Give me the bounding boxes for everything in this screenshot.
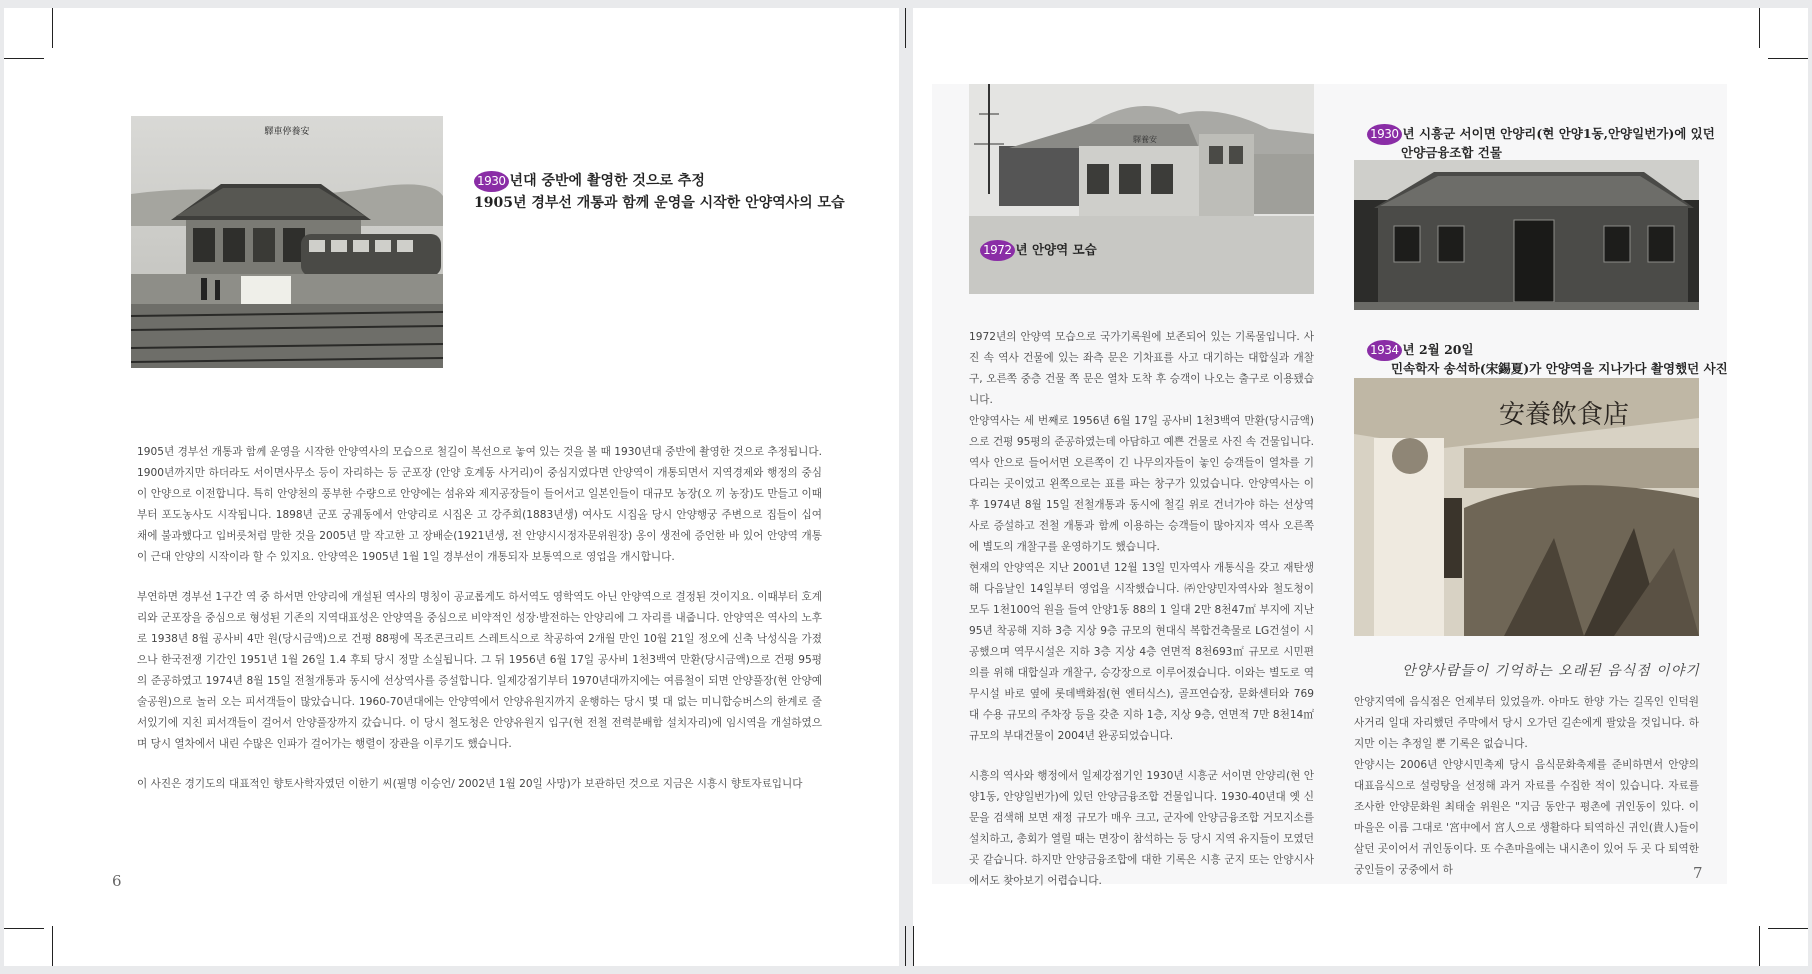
- caption-line-2: 안양금융조합 건물: [1401, 145, 1502, 160]
- page-number: 7: [1693, 864, 1703, 882]
- restaurant-sign-text: 安養飲食店: [1498, 400, 1630, 430]
- crop-mark: [1768, 928, 1808, 929]
- paragraph: 1905년 경부선 개통과 함께 운영을 시작한 안양역사의 모습으로 철길이 복선으로 놓여 있는 것을 볼 때 1930년대 중반에 촬영한 것으로 추정됩니다. 1900년까지만 하더라도 서이면사무소 등이 자리하는 등 군포장 (안양 호계동 사거리)이 중심지였다면 안양역이 개통되면서 지역경제와 행정의 중심이 안양으로 이전합니다. 특히 안양천의 풍부한 수량으로 안양에는 섬유와 제지공장들이 들어서고 일본인들이 대규모 농장(오 끼 농장)도 만들고 이때부터 포도농사도 시작됩니다. 1898년 군포 궁궤동에서 안양리로 시집온 고 강주희(1883년생) 여사도 시집올 당시 안양행궁 주변으로 집들이 십여 채에 불과했다고 입버릇처럼 말한 것을 2005년 말 작고한 고 장배순(1921년생, 전 안양시시정자문위원장) 옹이 생전에 증언한 바 있어 안양역 개통이 근대 안양의 시작이라 할 수 있지요. 안양역은 1905년 1월 1일 경부선이 개통되자 보통역으로 영업을 개시합니다.: [137, 446, 822, 563]
- caption-line-1: 년대 중반에 촬영한 것으로 추정: [509, 173, 705, 189]
- photo1-caption: [980, 240, 1097, 261]
- paragraph: 시흥의 역사와 행정에서 일제강점기인 1930년 시흥군 서이면 안양리(현 안양1동, 안양일번가)에 있던 안양금융조합 건물입니다. 1930-40년대 옛 신문을 검색해 보면 재정 규모가 매우 크고, 군자에 안양금융조합 거모지소를 설치하고, 총회가 열릴 때는 면장이 참석하는 등 당시 지역 유지들이 모였던 곳 같습니다. 하지만 안양금융조합에 대한 기록은 시흥 군지 또는 안양시사에서도 찾아보기 어렵습니다.: [969, 770, 1314, 887]
- crop-mark: [1759, 8, 1760, 48]
- crop-mark: [1768, 58, 1808, 59]
- crop-mark: [52, 926, 53, 966]
- right-col1-text: [969, 327, 1314, 911]
- paragraph: 현재의 안양역은 지난 2001년 12월 13일 민자역사 개통식을 갖고 재탄생해 다음날인 14일부터 영업을 시작했습니다. ㈜안양민자역사와 철도청이 모두 1천100억 원을 들여 안양1동 88의 1 일대 2만 8천47㎡ 부지에 지난 95년 착공해 지하 3층 지상 9층 규모의 현대식 복합건축물로 LG건설이 시공했으며 역무시설은 지하 3층 지상 4층 연면적 8천693㎡ 규모로 시민편의를 위해 대합실과 개찰구, 승강장으로 이루어졌습니다. 이와는 별도로 역무시설 바로 옆에 롯데백화점(현 엔터식스), 골프연습장, 문화센터와 769대 수용 규모의 주차장 등을 갖춘 지하 1층, 지상 9층, 연면적 7만 8천14㎡ 규모의 부대건물이 2004년 완공되었습니다.: [969, 562, 1314, 742]
- crop-mark: [4, 928, 44, 929]
- section-title-script: 안양사람들이 기억하는 오래된 음식점 이야기: [1402, 663, 1700, 679]
- caption-text: 년 안양역 모습: [1015, 242, 1097, 257]
- crop-mark: [905, 8, 906, 48]
- crop-mark: [905, 926, 906, 966]
- year-badge: 1934: [1367, 340, 1402, 361]
- photo-sign-text: 驛車停養安: [264, 127, 310, 137]
- paragraph: 안양역사는 세 번째로 1956년 6월 17일 공사비 1천3백여 만환(당시금액)으로 건평 95평의 준공하였는데 아담하고 예쁜 건물로 사진 속 건물입니다. 역사 안으로 들어서면 오른쪽이 긴 나무의자들이 놓인 승객들이 열차를 기다리는 곳이었고 왼쪽으로는 표를 파는 창구가 있었습니다. 안양역사는 이후 1974년 8월 15일 전철개통과 동시에 철길 위로 건너가야 하는 선상역사로 증설하고 전철 개통과 함께 이용하는 승객들이 많아지자 역사 오른쪽에 별도의 개찰구를 운영하기도 했습니다.: [969, 415, 1314, 553]
- paragraph: 1972년의 안양역 모습으로 국가기록원에 보존되어 있는 기록물입니다. 사진 속 역사 건물에 있는 좌측 문은 기차표를 사고 대기하는 대합실과 개찰구, 오른쪽 중층 건물 쪽 문은 열차 도착 후 승객이 나오는 출구로 이용됐습니다.: [969, 331, 1314, 406]
- financial-union-1930-photo: [1354, 160, 1699, 310]
- year-badge: 1972: [980, 240, 1015, 261]
- station-1930s-photo: [131, 116, 443, 368]
- photo2-caption: [1367, 124, 1715, 161]
- paragraph: 부연하면 경부선 1구간 역 중 하서면 안양리에 개설된 역사의 명칭이 공교롭게도 하서역도 영학역도 아닌 안양역으로 결정된 것이지요. 이때부터 호계리와 군포장을 중심으로 형성된 기존의 지역대표성은 안양역을 중심으로 비약적인 성장·발전하는 안양리에 그 자리를 내줍니다. 안양역은 역사의 노후로 1938년 8월 공사비 4만 원(당시금액)으로 건평 88평에 목조콘크리트 스레트식으로 착공하여 2개월 만인 10월 21일 정오에 신축 낙성식을 가졌으나 한국전쟁 기간인 1951년 1월 26일 1.4 후퇴 당시 정말 소실됩니다. 그 뒤 1956년 6월 17일 공사비 1천3백여 만환(당시금액)으로 건평 95평의 준공하였고 1974년 8월 15일 전철개통과 동시에 선상역사를 증설합니다. 일제강점기부터 1970년대까지에는 여름철이 되면 안양풀장(현 안양예술공원)으로 놀러 오는 피서객들이 많았습니다. 1960-70년대에는 안양역에서 안양유원지까지 운행하는 당시 몇 대 없는 미니합승버스의 한계로 줄 서있기에 지친 피서객들이 걸어서 안양풀장까지 갔습니다. 이 당시 철도청은 안양유원지 입구(현 전철 전력분배함 설치자리)에 임시역을 개설하였으며 당시 열차에서 내린 수많은 인파가 걸어가는 행렬이 장관을 이루기도 했습니다.: [137, 591, 822, 750]
- caption-line-2: 민속학자 송석하(宋錫夏)가 안양역을 지나가다 촬영했던 사진: [1391, 361, 1728, 376]
- crop-mark: [913, 926, 914, 966]
- left-page: [4, 8, 899, 966]
- right-col2-text: [1354, 692, 1699, 881]
- restaurant-1934-photo: [1354, 378, 1699, 636]
- caption-line-1: 년 2월 20일: [1402, 342, 1474, 357]
- caption-line-2: 1905년 경부선 개통과 함께 운영을 시작한 안양역사의 모습: [474, 195, 845, 211]
- station-1972-photo: [969, 84, 1314, 294]
- page-number: 6: [112, 872, 122, 890]
- paragraph: 이 사진은 경기도의 대표적인 향토사학자였던 이한기 씨(필명 이승언/ 2002년 1월 20일 사망)가 보관하던 것으로 지금은 시흥시 향토자료입니다: [137, 778, 803, 790]
- crop-mark: [1759, 926, 1760, 966]
- crop-mark: [52, 8, 53, 48]
- photo3-caption: [1367, 340, 1728, 377]
- photo-caption: [474, 171, 845, 213]
- paragraph: 안양지역에 음식점은 언제부터 있었을까. 아마도 한양 가는 길목인 인덕원 사거리 일대 자리했던 주막에서 당시 오가던 길손에게 팔았을 것입니다. 하지만 이는 추정일 뿐 기록은 없습니다.: [1354, 696, 1699, 750]
- photo-sign-text: 驛養安: [1133, 135, 1157, 144]
- caption-line-1: 년 시흥군 서이면 안양리(현 안양1동,안양일번가)에 있던: [1402, 126, 1715, 141]
- year-badge: 1930: [474, 171, 509, 192]
- paragraph: 안양시는 2006년 안양시민축제 당시 음식문화축제를 준비하면서 안양의 대표음식으로 설렁탕을 선정해 과거 자료를 수집한 적이 있습니다. 자료를 조사한 안양문화원 최태술 위원은 "지금 동안구 평촌에 귀인동이 있다. 이 마을은 이름 그대로 '宮中에서 宮人으로 생활하다 퇴역하신 귀인(貴人)들이 살던 곳이어서 귀인동이다. 또 수촌마을에는 내시촌이 있어 두 곳 다 퇴역한 궁인들이 궁중에서 하: [1354, 759, 1699, 876]
- crop-mark: [4, 58, 44, 59]
- year-badge: 1930: [1367, 124, 1402, 145]
- left-body-text: [137, 442, 822, 814]
